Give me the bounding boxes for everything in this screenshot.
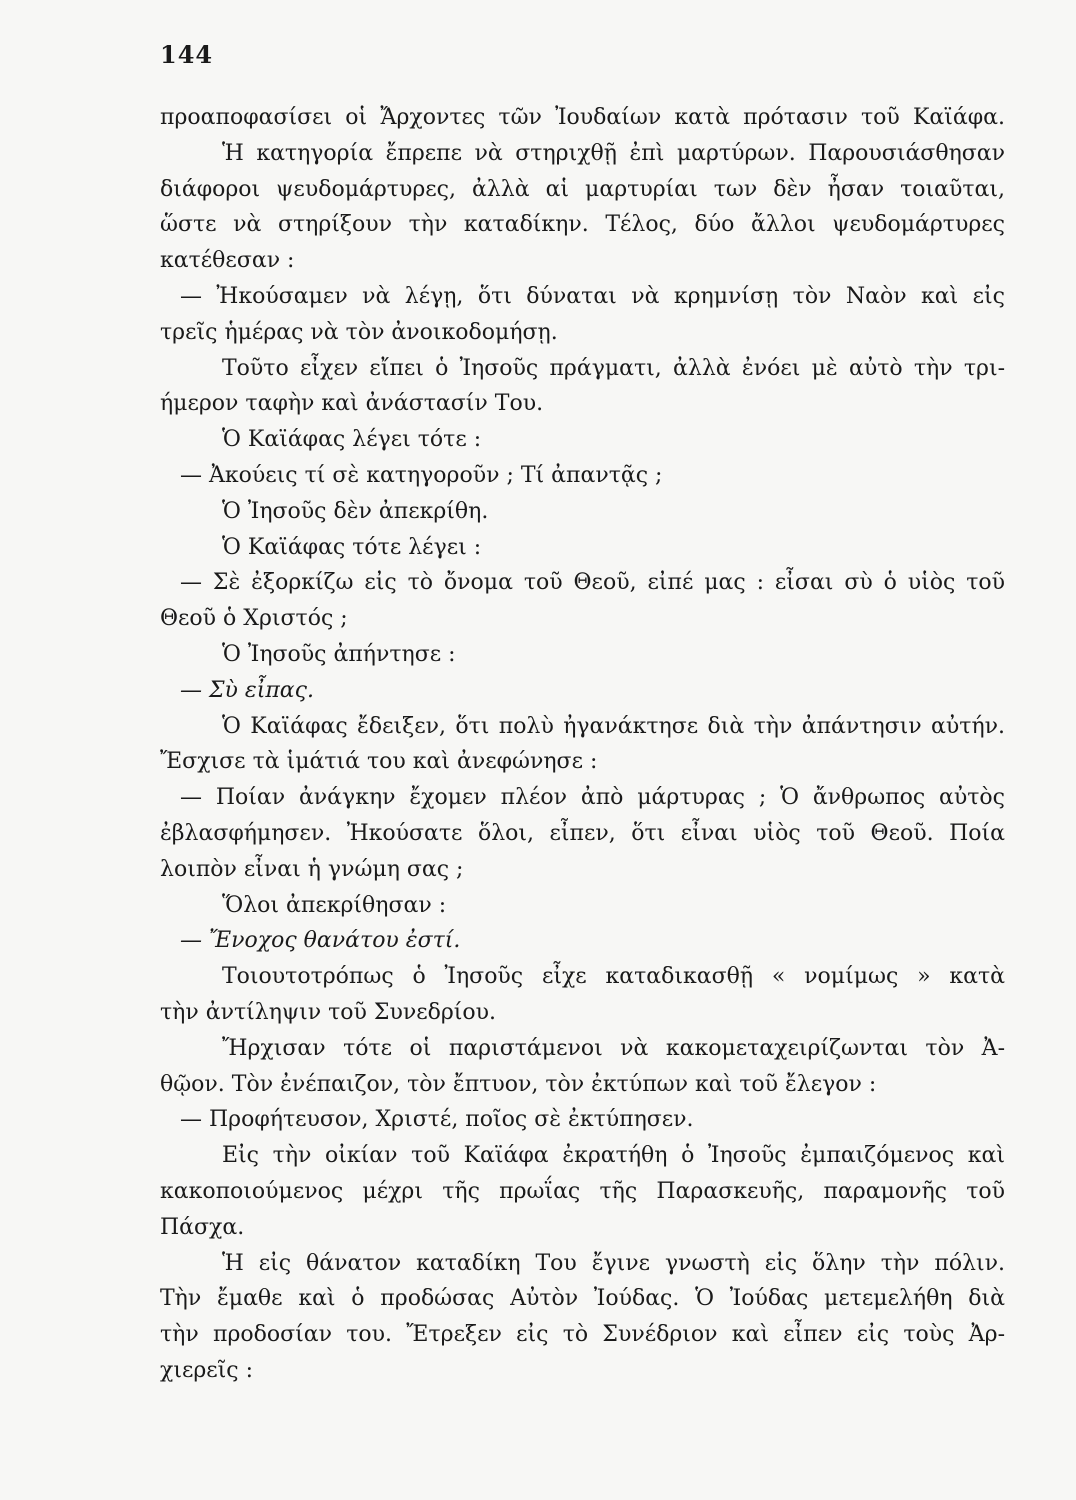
text-line: Ἡ κατηγορία ἔπρεπε νὰ στηριχθῇ ἐπὶ μαρτύρων. Παρουσιάσθησαν (222, 140, 1005, 166)
text-line: Ἔσχισε τὰ ἱμάτιά του καὶ ἀνεφώνησε : (160, 749, 598, 775)
text-line: προαποφασίσει οἱ Ἄρχοντες τῶν Ἰουδαίων κατὰ πρότασιν τοῦ Καϊάφα. (160, 105, 1005, 130)
text-line: — Ποίαν ἀνάγκην ἔχομεν πλέον ἀπὸ μάρτυρας ; Ὁ ἄνθρωπος αὐτὸς (180, 785, 1005, 811)
body-text (160, 100, 1005, 1389)
text-line: ὥστε νὰ στηρίξουν τὴν καταδίκην. Τέλος, δύο ἄλλοι ψευδομάρτυρες (160, 212, 1005, 238)
text-line: διάφοροι ψευδομάρτυρες, ἀλλὰ αἱ μαρτυρίαι των δὲν ἦσαν τοιαῦται, (160, 176, 1005, 202)
text-line: — Ἀκούεις τί σὲ κατηγοροῦν ; Τί ἀπαντᾷς ; (180, 462, 663, 488)
text-line: Ὁ Καϊάφας τότε λέγει : (222, 534, 482, 560)
page-number: 144 (160, 40, 214, 69)
text-line: κατέθεσαν : (160, 248, 295, 274)
text-line: — Ἔνοχος θανάτου ἐστί. (180, 928, 461, 954)
text-line: Πάσχα. (160, 1214, 245, 1240)
text-line: τρεῖς ἡμέρας νὰ τὸν ἀνοικοδομήσῃ. (160, 319, 558, 345)
text-line: Εἰς τὴν οἰκίαν τοῦ Καϊάφα ἐκρατήθη ὁ Ἰησοῦς ἐμπαιζόμενος καὶ (222, 1143, 1005, 1169)
text-line: Ὁ Ἰησοῦς δὲν ἀπεκρίθη. (222, 498, 489, 524)
text-line: λοιπὸν εἶναι ἡ γνώμη σας ; (160, 856, 464, 882)
text-line: τὴν ἀντίληψιν τοῦ Συνεδρίου. (160, 999, 497, 1025)
text-line: τὴν προδοσίαν του. Ἔτρεξεν εἰς τὸ Συνέδριον καὶ εἶπεν εἰς τοὺς Ἀρ- (160, 1322, 1005, 1348)
text-line: ήμερον ταφὴν καὶ ἀνάστασίν Του. (160, 391, 544, 417)
text-line: — Σὺ εἶπας. (180, 677, 314, 703)
text-line: ἐβλασφήμησεν. Ἠκούσατε ὅλοι, εἶπεν, ὅτι εἶναι υἱὸς τοῦ Θεοῦ. Ποία (160, 820, 1005, 846)
text-line: — Ἠκούσαμεν νὰ λέγῃ, ὅτι δύναται νὰ κρημνίσῃ τὸν Ναὸν καὶ εἰς (180, 283, 1005, 309)
text-line: Ὅλοι ἀπεκρίθησαν : (222, 892, 447, 918)
text-line: Ἡ εἰς θάνατον καταδίκη Του ἔγινε γνωστὴ εἰς ὅλην τὴν πόλιν. (222, 1250, 1005, 1276)
text-line: χιερεῖς : (160, 1357, 254, 1383)
text-line: Τοιουτοτρόπως ὁ Ἰησοῦς εἶχε καταδικασθῇ « νομίμως » κατὰ (222, 964, 1005, 990)
text-line: Ὁ Καϊάφας λέγει τότε : (222, 427, 482, 453)
text-line: — Σὲ ἐξορκίζω εἰς τὸ ὄνομα τοῦ Θεοῦ, εἰπέ μας : εἶσαι σὺ ὁ υἱὸς τοῦ (180, 570, 1005, 596)
text-line: Ὁ Καϊάφας ἔδειξεν, ὅτι πολὺ ἠγανάκτησε διὰ τὴν ἀπάντησιν αὐτήν. (222, 713, 1005, 739)
text-line: Θεοῦ ὁ Χριστός ; (160, 606, 348, 632)
text-line: θῷον. Τὸν ἐνέπαιζον, τὸν ἔπτυον, τὸν ἐκτύπων καὶ τοῦ ἔλεγον : (160, 1071, 877, 1097)
text-line: — Προφήτευσον, Χριστέ, ποῖος σὲ ἐκτύπησεν. (180, 1107, 694, 1133)
text-line: κακοποιούμενος μέχρι τῆς πρωΐας τῆς Παρασκευῆς, παραμονῆς τοῦ (160, 1178, 1005, 1204)
text-line: Τὴν ἔμαθε καὶ ὁ προδώσας Αὐτὸν Ἰούδας. Ὁ Ἰούδας μετεμελήθη διὰ (160, 1286, 1005, 1312)
text-line: Τοῦτο εἶχεν εἴπει ὁ Ἰησοῦς πράγματι, ἀλλὰ ἐνόει μὲ αὐτὸ τὴν τρι- (222, 355, 1005, 381)
text-line: Ὁ Ἰησοῦς ἀπήντησε : (222, 641, 456, 667)
text-line: Ἤρχισαν τότε οἱ παριστάμενοι νὰ κακομεταχειρίζωνται τὸν Ἀ- (222, 1035, 1005, 1061)
